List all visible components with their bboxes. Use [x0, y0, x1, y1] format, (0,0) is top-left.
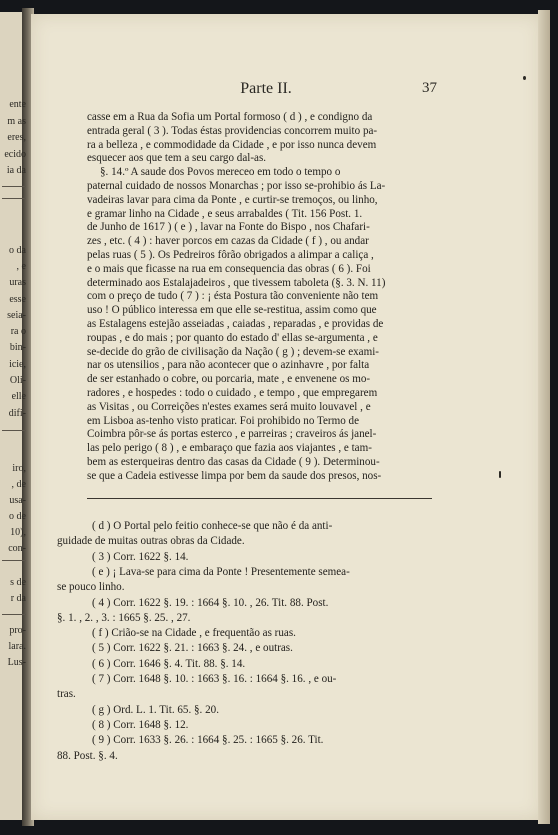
- body-line: §. 14.º A saude dos Povos mereceo em todo o tempo o: [100, 166, 341, 178]
- facing-page-fragment: m as: [7, 116, 26, 127]
- body-line: entrada geral ( 3 ). Todas éstas providencias concorrem muito pa-: [87, 125, 378, 137]
- body-line: com o preço de tudo ( 7 ) : ¡ ésta Postura tão conveniente não tem: [87, 290, 379, 302]
- footnote-line: 88. Post. §. 4.: [57, 750, 118, 762]
- body-line: em Lisboa as-tenho visto praticar. Foi prohibido no Termo de: [87, 415, 359, 427]
- footnote-line: ( 6 ) Corr. 1646 §. 4. Tit. 88. §. 14.: [92, 658, 246, 670]
- facing-page-fragment: bin-: [9, 342, 26, 353]
- facing-page-fragment: Lus-: [7, 657, 26, 668]
- body-line: pelas ruas ( 5 ). Os Pedreiros fôrão obrigados a alimpar a caliça ,: [87, 249, 374, 261]
- body-line: zes , etc. ( 4 ) : haver porcos em cazas da Cidade ( f ) , ou andar: [87, 235, 369, 247]
- body-line: casse em a Rua da Sofia um Portal formoso ( d ) , e condigno da: [87, 111, 373, 123]
- facing-page-fragment: usa-: [9, 495, 26, 506]
- footnote-line: ( g ) Ord. L. 1. Tit. 65. §. 20.: [92, 704, 219, 716]
- facing-page-rule: [2, 198, 26, 199]
- running-head: Parte II.: [240, 80, 292, 97]
- facing-page-fragment: uras: [9, 277, 26, 288]
- facing-page-fragment: esse: [9, 294, 26, 305]
- body-line: ra a belleza , e commodidade da Cidade , e por isso nunca devem: [87, 139, 377, 151]
- page-fore-edge: [538, 10, 550, 824]
- footnote-line: ( 3 ) Corr. 1622 §. 14.: [92, 551, 189, 563]
- footnote-line: ( 9 ) Corr. 1633 §. 26. : 1664 §. 25. : 1665 §. 26. Tit.: [92, 734, 324, 746]
- footnote-separator: [87, 498, 432, 499]
- facing-page-fragment: , de: [11, 479, 26, 490]
- footnote-line: ( 8 ) Corr. 1648 §. 12.: [92, 719, 189, 731]
- body-line: as Visitas , ou Correições n'estes exames será muito louvavel , e: [87, 401, 371, 413]
- facing-page-fragment: o da: [9, 245, 26, 256]
- facing-page-fragment: ente: [9, 99, 26, 110]
- footnote-line: ( f ) Crião-se na Cidade , e frequentão as ruas.: [92, 627, 296, 639]
- facing-page-fragment: , e: [16, 261, 26, 272]
- facing-page-fragment: difi-: [8, 408, 26, 419]
- body-line: vadeiras lavar para cima da Ponte , e curtir-se tremoços, ou linho,: [87, 194, 378, 206]
- ink-speck: [523, 76, 526, 80]
- footnote-line: tras.: [57, 688, 76, 700]
- facing-page-fragment: seia-: [7, 310, 26, 321]
- facing-page-rule: [2, 186, 26, 187]
- facing-page-fragment: ra o: [10, 326, 26, 337]
- body-line: Coimbra pôr-se ás portas esterco , e parreiras ; craveiros ás janel-: [87, 428, 377, 440]
- body-line: nar os utensilios , para não acontecer que o azinhavre , por falta: [87, 359, 370, 371]
- page-header: [31, 80, 541, 102]
- facing-page-fragment: icie,: [9, 359, 26, 370]
- facing-page-rule: [2, 614, 26, 615]
- body-line: roupas , e do mais ; por quanto do estado d' ellas se-argumenta , e: [87, 332, 378, 344]
- body-line: e o mais que ficasse na rua em consequencia das obras ( 6 ). Foi: [87, 263, 371, 275]
- footnote-line: ( 7 ) Corr. 1648 §. 10. : 1663 §. 16. : 1664 §. 16. , e ou-: [92, 673, 337, 685]
- facing-page-fragment: con-: [8, 543, 26, 554]
- facing-page-fragment: o de: [9, 511, 26, 522]
- facing-page-fragment: lara.: [8, 641, 26, 652]
- body-line: paternal cuidado de nossos Monarchas ; por isso se-prohibio ás La-: [87, 180, 386, 192]
- body-line: bem as esterqueiras dentro das casas da Cidade ( 9 ). Determinou-: [87, 456, 380, 468]
- footnote-line: ( 5 ) Corr. 1622 §. 21. : 1663 §. 24. , e outras.: [92, 642, 293, 654]
- ink-speck: [499, 471, 501, 478]
- footnote-line: se pouco linho.: [57, 581, 125, 593]
- footnote-line: ( 4 ) Corr. 1622 §. 19. : 1664 §. 10. , 26. Tit. 88. Post.: [92, 597, 329, 609]
- facing-page-rule: [2, 430, 26, 431]
- body-line: de Junho de 1617 ) ( e ) , lavar na Fonte do Bispo , nos Chafari-: [87, 221, 370, 233]
- facing-page-rule: [2, 560, 26, 561]
- facing-page-fragment: Oli-: [9, 375, 26, 386]
- facing-page-fragment: 10),: [10, 527, 26, 538]
- body-line: las pelo perigo ( 8 ) , e embaraço que fazia aos viajantes , e tam-: [87, 442, 372, 454]
- body-line: de ser estanhado o cobre, ou porcaria, mate , e envenene os mo-: [87, 373, 371, 385]
- body-line: e gramar linho na Cidade , e seus arrabaldes ( Tit. 156 Post. 1.: [87, 208, 363, 220]
- facing-page-fragment: pro-: [9, 625, 26, 636]
- footnote-line: ( d ) O Portal pelo feitio conhece-se que não é da anti-: [92, 520, 333, 532]
- facing-page-fragment: eres,: [7, 132, 26, 143]
- facing-page-fragment: ia da: [6, 165, 26, 176]
- body-line: as Estalagens estejão asseiadas , caiadas , reparadas , e providas de: [87, 318, 384, 330]
- facing-page-fragment: elle: [11, 391, 26, 402]
- body-line: uso ! O público interessa em que elle se-restitua, assim como que: [87, 304, 377, 316]
- body-line: determinado aos Estalajadeiros , que tivessem taboleta (§. 3. N. 11): [87, 277, 386, 289]
- footnote-line: §. 1. , 2. , 3. : 1665 §. 25. , 27.: [57, 612, 191, 624]
- footnote-line: ( e ) ¡ Lava-se para cima da Ponte ! Presentemente semea-: [92, 566, 350, 578]
- body-line: esquecer aos que tem a seu cargo dal-as.: [87, 152, 267, 164]
- footnote-line: guidade de muitas outras obras da Cidade.: [57, 535, 245, 547]
- facing-page-fragment: s de: [10, 577, 26, 588]
- facing-page-fragment: iro,: [12, 463, 26, 474]
- body-line: se-decide do grão de civilisação da Nação ( g ) ; devem-se exami-: [87, 346, 380, 358]
- body-line: radores , e hospedes : todo o cuidado , e tempo , que empregarem: [87, 387, 378, 399]
- facing-page-fragment: ecido: [4, 149, 26, 160]
- body-line: se que a Cadeia estivesse limpa por bem da saude dos presos, nos-: [87, 470, 382, 482]
- facing-page-fragment: r da: [10, 593, 26, 604]
- page-number: 37: [422, 80, 437, 96]
